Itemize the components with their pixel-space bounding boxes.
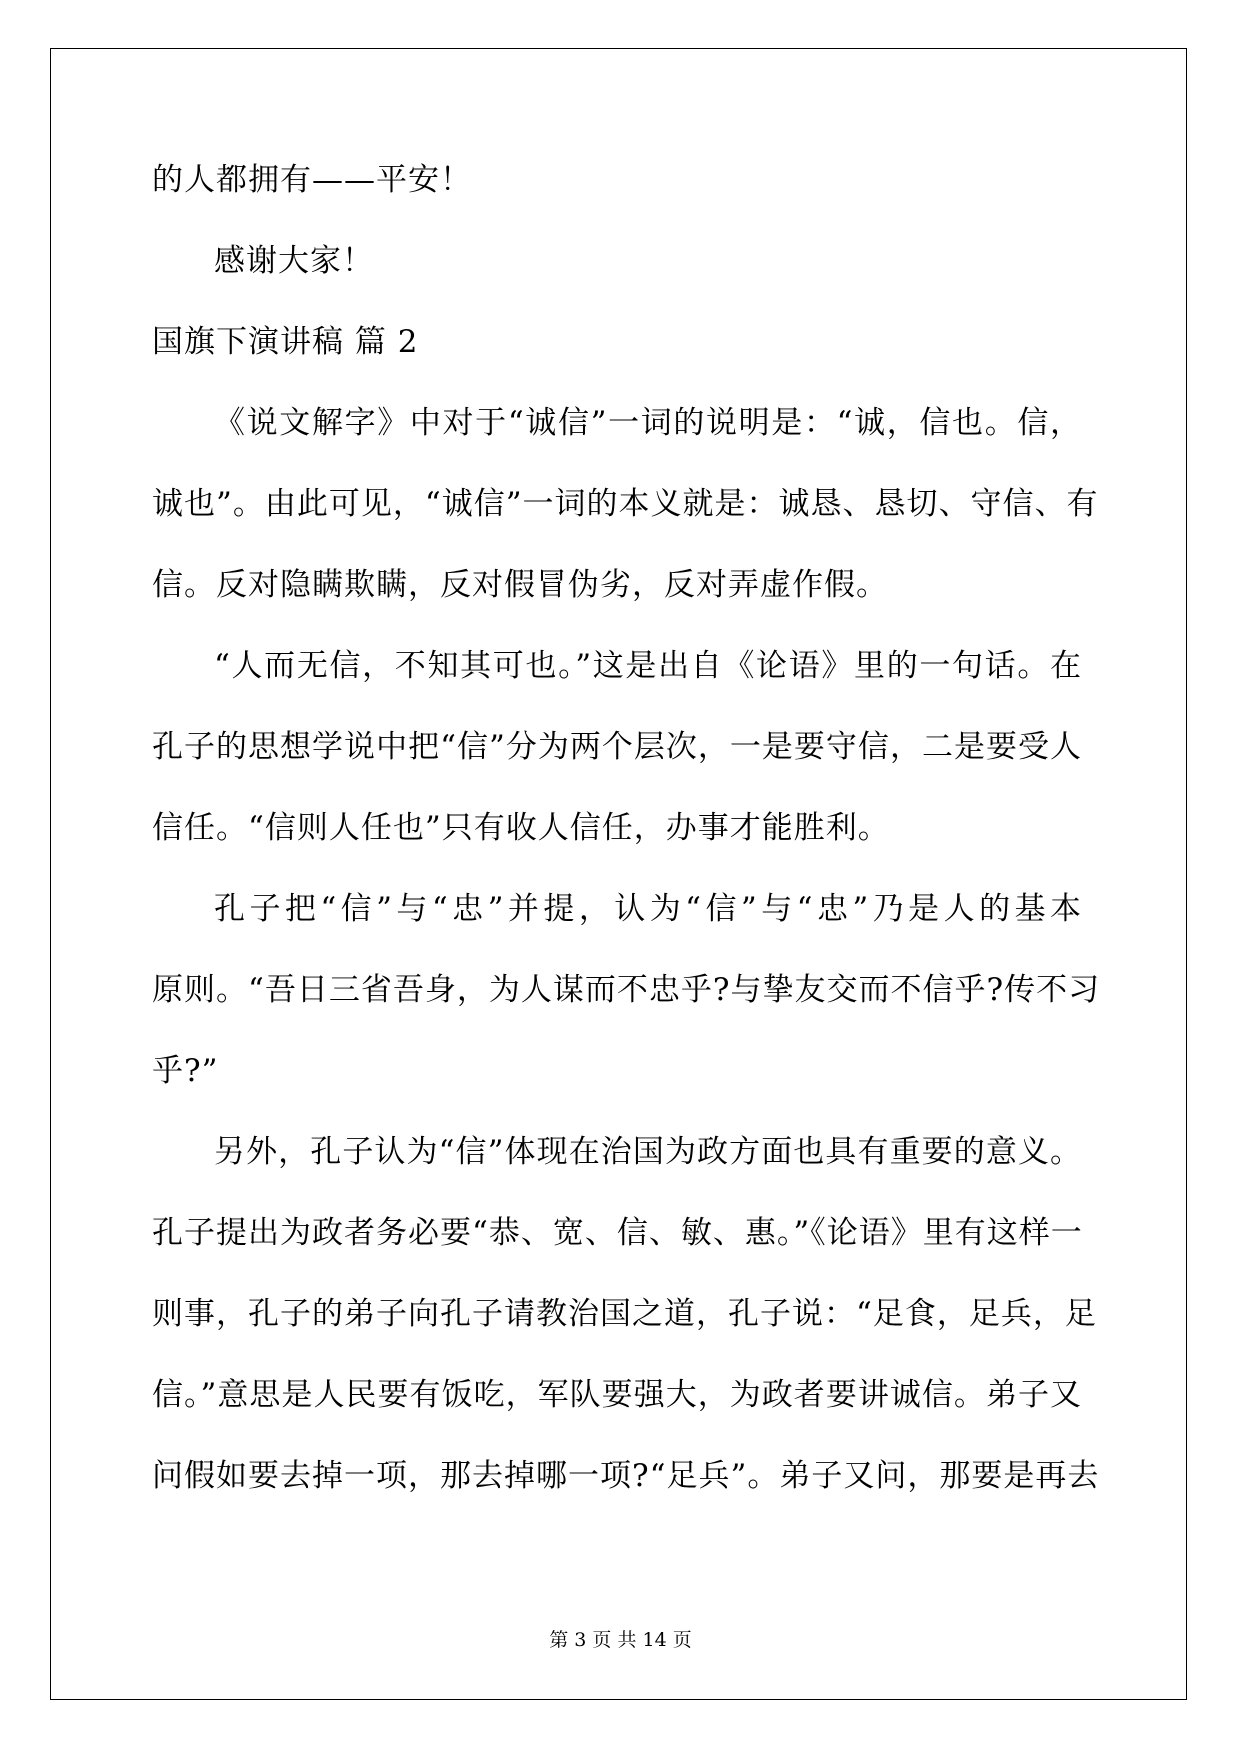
text-line: 问假如要去掉一项，那去掉哪一项?“足兵”。弟子又问，那要是再去 [152,1458,1100,1494]
page-number-footer: 第 3 页 共 14 页 [549,1629,692,1651]
text-line: 原则。“吾日三省吾身，为人谋而不忠乎?与挚友交而不信乎?传不习 [152,972,1101,1008]
text-line: 诚也”。由此可见，“诚信”一词的本义就是：诚恳、恳切、守信、有 [152,486,1099,522]
text-line: 《说文解字》中对于“诚信”一词的说明是：“诚，信也。信， [214,405,1082,441]
document-body [152,160,1101,1537]
text-line: 另外，孔子认为“信”体现在治国为政方面也具有重要的意义。 [214,1134,1082,1170]
text-line: 孔子把“信”与“忠”并提，认为“信”与“忠”乃是人的基本 [214,891,1082,927]
text-line: “人而无信，不知其可也。”这是出自《论语》里的一句话。在 [214,648,1082,684]
text-line: 的人都拥有——平安！ [152,162,472,198]
text-line: 孔子提出为政者务必要“恭、宽、信、敏、惠。”《论语》里有这样一 [152,1215,1083,1251]
text-line: 则事，孔子的弟子向孔子请教治国之道，孔子说：“足食，足兵，足 [152,1296,1097,1332]
section-heading: 国旗下演讲稿 篇 2 [152,324,419,360]
text-line: 乎?” [152,1053,219,1089]
text-line: 信。”意思是人民要有饭吃，军队要强大，为政者要讲诚信。弟子又 [152,1377,1082,1413]
text-line: 信任。“信则人任也”只有收人信任，办事才能胜利。 [152,810,890,846]
text-line: 信。反对隐瞒欺瞒，反对假冒伪劣，反对弄虚作假。 [152,567,888,603]
text-line: 孔子的思想学说中把“信”分为两个层次，一是要守信，二是要受人 [152,729,1082,765]
text-line: 感谢大家！ [214,243,374,279]
